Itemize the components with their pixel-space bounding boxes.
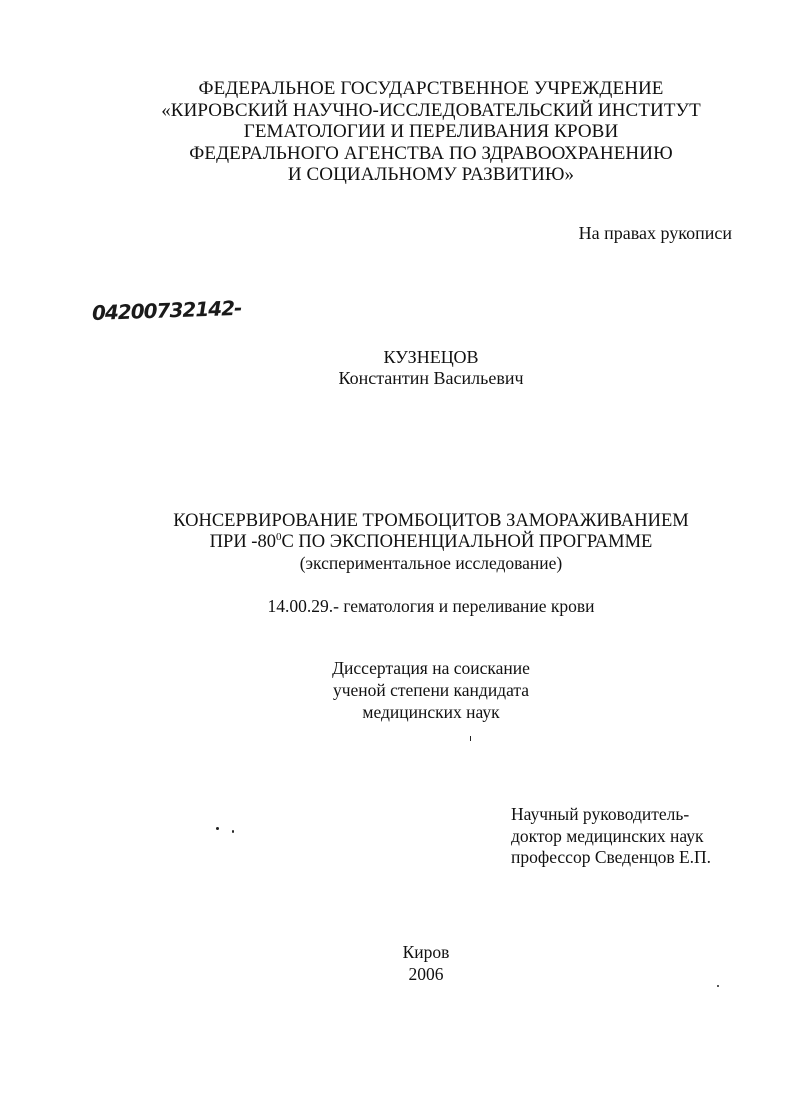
author-surname: КУЗНЕЦОВ — [383, 347, 479, 367]
title-line-2-prefix: ПРИ -80 — [209, 532, 276, 552]
degree-line: Диссертация на соискание — [332, 658, 530, 678]
institution-line: И СОЦИАЛЬНОМУ РАЗВИТИЮ» — [287, 164, 575, 185]
advisor-line: профессор Сведенцов Е.П. — [511, 847, 712, 867]
author-block — [0, 347, 792, 389]
title-line-2 — [0, 532, 792, 553]
scan-speck — [232, 830, 234, 833]
degree-line: медицинских наук — [362, 702, 500, 722]
institution-line: ФЕДЕРАЛЬНОЕ ГОСУДАРСТВЕННОЕ УЧРЕЖДЕНИЕ — [198, 78, 664, 99]
title-subtitle: (экспериментальное исследование) — [299, 553, 563, 573]
archive-number: 04200732142- — [91, 295, 242, 325]
advisor-line: доктор медицинских наук — [511, 825, 704, 846]
scan-speck — [216, 827, 219, 830]
scan-speck — [470, 736, 471, 741]
title-line-2-suffix: С ПО ЭКСПОНЕНЦИАЛЬНОЙ ПРОГРАММЕ — [281, 532, 653, 552]
place-and-year — [0, 941, 792, 985]
advisor-line: Научный руководитель- — [511, 804, 690, 824]
manuscript-note: На правах рукописи — [578, 223, 732, 243]
institution-line: «КИРОВСКИЙ НАУЧНО-ИССЛЕДОВАТЕЛЬСКИЙ ИНСТИТУТ — [161, 99, 701, 121]
title-line-1: КОНСЕРВИРОВАНИЕ ТРОМБОЦИТОВ ЗАМОРАЖИВАНИЕМ — [173, 511, 689, 531]
scan-speck — [717, 985, 719, 987]
scientific-advisor — [511, 804, 711, 869]
dissertation-degree — [0, 657, 792, 723]
city: Киров — [402, 942, 450, 962]
author-given-names: Константин Васильевич — [338, 368, 524, 388]
institution-line: ФЕДЕРАЛЬНОГО АГЕНСТВА ПО ЗДРАВООХРАНЕНИЮ — [189, 142, 673, 164]
dissertation-title — [0, 511, 792, 574]
institution-line: ГЕМАТОЛОГИИ И ПЕРЕЛИВАНИЯ КРОВИ — [243, 121, 619, 142]
specialty-code: 14.00.29.- гематология и переливание крови — [267, 596, 595, 616]
degree-line: ученой степени кандидата — [332, 680, 530, 700]
degree-superscript: 0 — [275, 530, 282, 543]
institution-header — [0, 78, 792, 186]
year: 2006 — [408, 964, 444, 984]
